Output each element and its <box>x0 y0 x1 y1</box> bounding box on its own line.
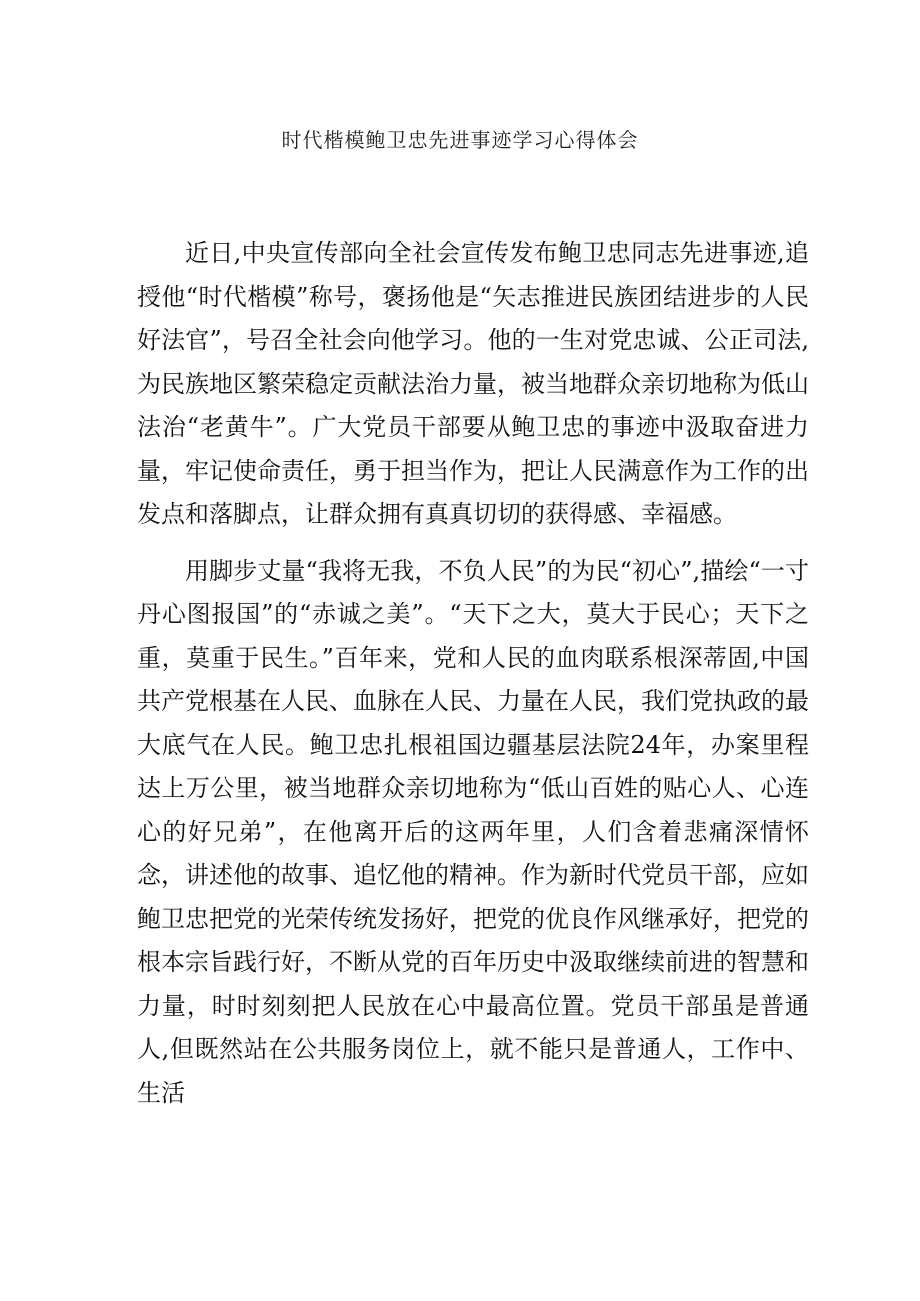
paragraph-2: 用脚步丈量“我将无我，不负人民”的为民“初心”,描绘“一寸丹心图报国”的“赤诚之美”。“天下之大，莫大于民心；天下之重，莫重于民生。”百年来，党和人民的血肉联系根深蒂固,中国共产党根基在人民、血脉在人民、力量在人民，我们党执政的最大底气在人民。鲍卫忠扎根祖国边疆基层法院24年，办案里程达上万公里，被当地群众亲切地称为“低山百姓的贴心人、心连心的好兄弟”，在他离开后的这两年里，人们含着悲痛深情怀念，讲述他的故事、追忆他的精神。作为新时代党员干部，应如鲍卫忠把党的光荣传统发扬好，把党的优良作风继承好，把党的根本宗旨践行好，不断从党的百年历史中汲取继续前进的智慧和力量，时时刻刻把人民放在心中最高位置。党员干部虽是普通人,但既然站在公共服务岗位上，就不能只是普通人，工作中、生活 <box>137 556 809 1107</box>
paragraph-1: 近日,中央宣传部向全社会宣传发布鲍卫忠同志先进事迹,追授他“时代楷模”称号，褒扬他是“矢志推进民族团结进步的人民好法官”，号召全社会向他学习。他的一生对党忠诚、公正司法,为民族地区繁荣稳定贡献法治力量，被当地群众亲切地称为低山法治“老黄牛”。广大党员干部要从鲍卫忠的事迹中汲取奋进力量，牢记使命责任，勇于担当作为，把让人民满意作为工作的出发点和落脚点，让群众拥有真真切切的获得感、幸福感。 <box>137 239 809 528</box>
document-title: 时代楷模鲍卫忠先进事迹学习心得体会 <box>281 128 639 152</box>
document-body <box>137 232 809 1115</box>
